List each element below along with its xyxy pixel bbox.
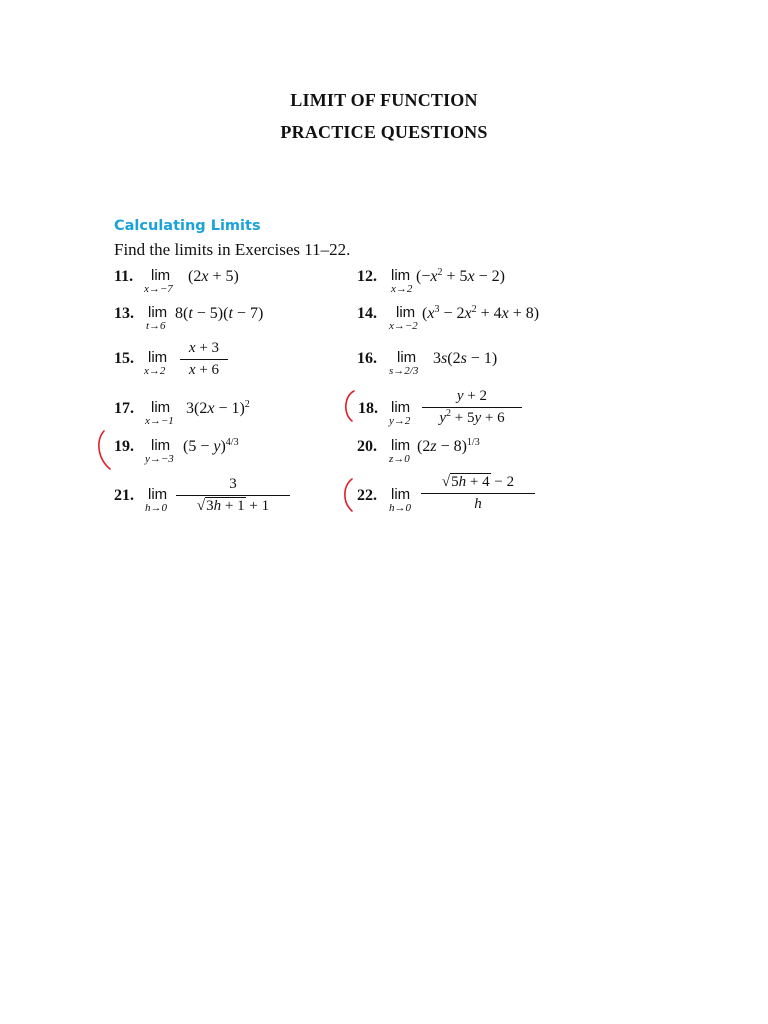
exercise-number: 18.	[358, 400, 378, 417]
fraction	[180, 340, 228, 379]
fraction-bar	[422, 407, 522, 408]
approach-subscript: h→0	[145, 502, 167, 514]
fraction	[421, 474, 535, 513]
approach-subscript: y→−3	[145, 453, 174, 465]
section-heading: Calculating Limits	[114, 218, 261, 234]
lim-operator: lim	[391, 437, 411, 454]
exercise-number: 22.	[357, 487, 377, 504]
fraction-bar	[421, 493, 535, 494]
expression: 3s(2s − 1)	[433, 350, 498, 367]
fraction-bar	[180, 359, 228, 360]
numerator: y + 2	[456, 388, 488, 404]
approach-subscript: x→−2	[389, 320, 418, 332]
lim-operator: lim	[151, 399, 171, 416]
lim-operator: lim	[391, 267, 411, 284]
expression: $(-x^2 + 5x - 2)$	[416, 267, 505, 285]
fraction-bar	[176, 495, 290, 496]
expression: $3(2x - 1)^2$	[186, 399, 250, 417]
approach-subscript: x→−7	[144, 283, 173, 295]
approach-subscript: h→0	[389, 502, 411, 514]
denominator: x + 6	[188, 362, 220, 378]
lim-operator: lim	[151, 437, 171, 454]
approach-subscript: t→6	[146, 320, 166, 332]
lim-operator: lim	[397, 349, 417, 366]
approach-subscript: x→2	[391, 283, 413, 295]
lim-operator: lim	[391, 486, 411, 503]
denominator: $y^2 + 5y + 6$	[439, 408, 505, 426]
exercise-number: 17.	[114, 400, 134, 417]
annotation-mark-18	[340, 388, 358, 424]
approach-subscript: s→2/3	[389, 365, 419, 377]
annotation-mark-22	[339, 476, 357, 514]
exercise-number: 16.	[357, 350, 377, 367]
exercise-number: 14.	[357, 305, 377, 322]
expression: $(2z - 8)^{1/3}$	[417, 437, 480, 455]
lim-operator: lim	[151, 267, 171, 284]
approach-subscript: y→2	[389, 415, 411, 427]
expression: (2x + 5)	[188, 268, 239, 285]
exercise-number: 15.	[114, 350, 134, 367]
title-line-2: PRACTICE QUESTIONS	[280, 122, 488, 142]
instruction-text: Find the limits in Exercises 11–22.	[114, 240, 351, 259]
fraction	[422, 388, 522, 427]
exercise-number: 21.	[114, 487, 134, 504]
denominator: √3h + 1 + 1	[196, 498, 270, 514]
title-line-1: LIMIT OF FUNCTION	[290, 90, 478, 110]
annotation-mark-19	[94, 428, 114, 472]
lim-operator: lim	[396, 304, 416, 321]
denominator: h	[474, 496, 482, 512]
expression: $(x^3 - 2x^2 + 4x + 8)$	[422, 304, 540, 322]
approach-subscript: z→0	[389, 453, 410, 465]
lim-operator: lim	[391, 399, 411, 416]
exercise-number: 20.	[357, 438, 377, 455]
exercise-number: 13.	[114, 305, 134, 322]
numerator: √5h + 4 − 2	[441, 474, 515, 490]
numerator: 3	[229, 476, 237, 492]
lim-operator: lim	[148, 486, 168, 503]
numerator: x + 3	[188, 340, 220, 356]
approach-subscript: x→−1	[145, 415, 174, 427]
lim-operator: lim	[148, 349, 168, 366]
expression: $(5 - y)^{4/3}$	[183, 437, 239, 455]
approach-subscript: x→2	[144, 365, 166, 377]
exercise-number: 12.	[357, 268, 377, 285]
expression: 8(t − 5)(t − 7)	[175, 305, 264, 322]
lim-operator: lim	[148, 304, 168, 321]
exercise-number: 19.	[114, 438, 134, 455]
fraction	[176, 476, 290, 515]
exercise-number: 11.	[114, 268, 134, 285]
